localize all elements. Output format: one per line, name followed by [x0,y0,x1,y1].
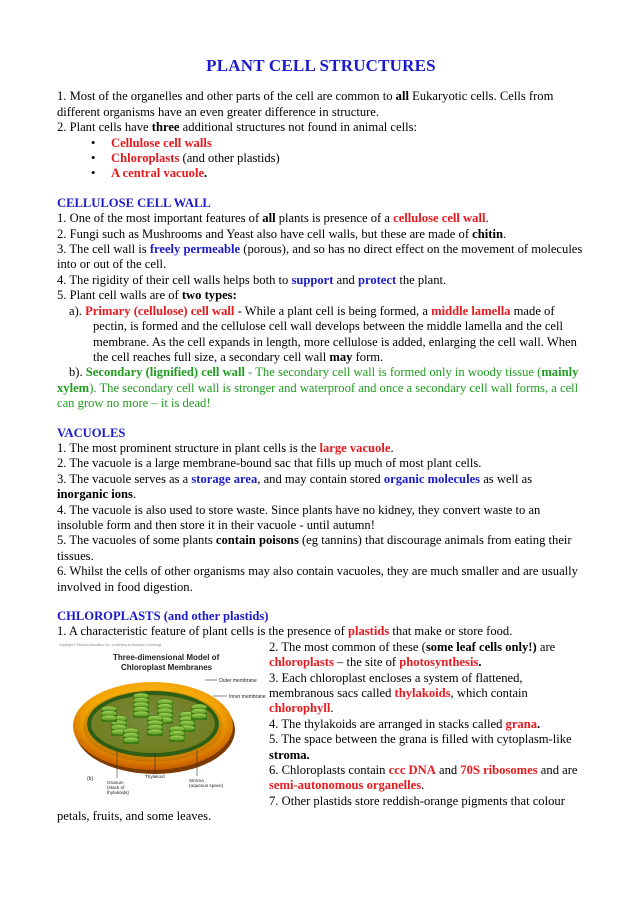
wall-point-5: 5. Plant cell walls are of two types: [57,288,237,303]
label-thylakoid: Thylakoid [145,773,165,779]
thylakoid-disc [133,711,149,717]
figure-title-line2: Chloroplast Membranes [121,662,213,672]
thylakoid-disc [101,715,117,721]
label-outer-membrane: Outer membrane [219,677,257,684]
document-page [57,58,585,825]
wall-point-5a: a). Primary (cellulose) cell wall - While a plant cell is being formed, a middle lamella made of pectin, is formed and the cellulose cell wall develops between the middle lamella and the cell membrane. As the cell expands in length, more cellulose is added, enlarging the cell wall. When the cell reaches full size, a secondary cell wall may form. [69,303,577,364]
structures-list [57,136,585,182]
list-item: • A central vacuole. [91,166,585,181]
label-granum: Granum [107,779,124,785]
label-stroma-2: (aqueous space) [189,782,224,788]
thylakoid-disc [123,737,139,743]
wall-point-1: 1. One of the most important features of all plants is presence of a cellulose cell wall. [57,211,489,226]
section-heading-vacuoles: VACUOLES [57,425,126,440]
thylakoid-disc [169,735,185,741]
chl-point-7-continued: petals, fruits, and some leaves. [57,809,212,824]
chl-point-7: 7. Other plastids store reddish-orange pigments that colour [269,793,565,808]
chl-point-3: 3. Each chloroplast encloses a system of flattened, membranous sacs called thylakoids, which contain chlorophyll. [269,670,528,716]
thylakoid-disc [147,729,163,735]
chl-point-2: 2. The most common of these (some leaf cells only!) are chloroplasts – the site of photosynthesis. [269,639,556,670]
vac-point-3: 3. The vacuole serves as a storage area, and may contain stored organic molecules as well as inorganic ions. [57,471,533,502]
chloroplast-points [269,640,585,809]
label-panel-b: (b) [87,775,94,782]
intro-point-2: 2. Plant cells have three additional structures not found in animal cells: [57,120,418,135]
figure-title-line1: Three-dimensional Model of [113,652,220,662]
chl-point-1: 1. A characteristic feature of plant cells is the presence of plastids that make or store food. [57,624,513,639]
vac-point-4: 4. The vacuole is also used to store waste. Since plants have no kidney, they convert waste to an insoluble form and then store it in their vacuole - until autumn! [57,502,541,532]
vac-point-5: 5. The vacuoles of some plants contain poisons (eg tannins) that discourage animals from eating their tissues. [57,533,572,563]
list-item: • Cellulose cell walls [91,136,585,151]
label-stroma: Stroma [189,777,204,783]
chl-point-5: 5. The space between the grana is filled with cytoplasm-like stroma. [269,732,572,762]
chloroplast-diagram [57,640,269,800]
intro-point-1: 1. Most of the organelles and other parts of the cell are common to all Eukaryotic cells. Cells from different organisms have an even greater difference in structure. [57,89,554,119]
chloroplast-illustration [57,640,269,800]
page-title: PLANT CELL STRUCTURES [206,56,436,75]
label-inner-membrane: Inner membrane [229,693,266,700]
wall-point-5b: b). Secondary (lignified) cell wall - The secondary cell wall is formed only in woody tissue (mainly xylem). The secondary cell wall is stronger and waterproof and once a secondary cell wall forms, a cell can grow no more – it is dead! [57,365,579,411]
chloroplast-figure-row [57,640,585,809]
label-granum-3: thylakoids) [107,789,129,795]
vac-point-6: 6. Whilst the cells of other organisms may also contain vacuoles, they are much smaller and are usually involved in food digestion. [57,564,578,594]
label-granum-2: (stack of [107,784,125,790]
chl-point-4: 4. The thylakoids are arranged in stacks called grana. [269,716,541,731]
figure-copyright: Copyright © Pearson Education, Inc., publishing as Benjamin Cummings [59,642,162,647]
list-item: • Chloroplasts (and other plastids) [91,151,585,166]
wall-point-2: 2. Fungi such as Mushrooms and Yeast also have cell walls, but these are made of chitin. [57,226,507,241]
vac-point-2: 2. The vacuole is a large membrane-bound sac that fills up much of most plant cells. [57,456,482,471]
section-heading-cell-wall: CELLULOSE CELL WALL [57,195,211,210]
wall-point-3: 3. The cell wall is freely permeable (porous), and so has no direct effect on the movement of molecules into or out of the cell. [57,242,583,272]
vac-point-1: 1. The most prominent structure in plant cells is the large vacuole. [57,440,394,455]
section-heading-chloroplasts: CHLOROPLASTS (and other plastids) [57,609,269,623]
wall-point-4: 4. The rigidity of their cell walls helps both to support and protect the plant. [57,272,447,287]
thylakoid-disc [191,713,207,719]
chl-point-6: 6. Chloroplasts contain ccc DNA and 70S ribosomes and are semi-autonomous organelles. [269,763,578,793]
